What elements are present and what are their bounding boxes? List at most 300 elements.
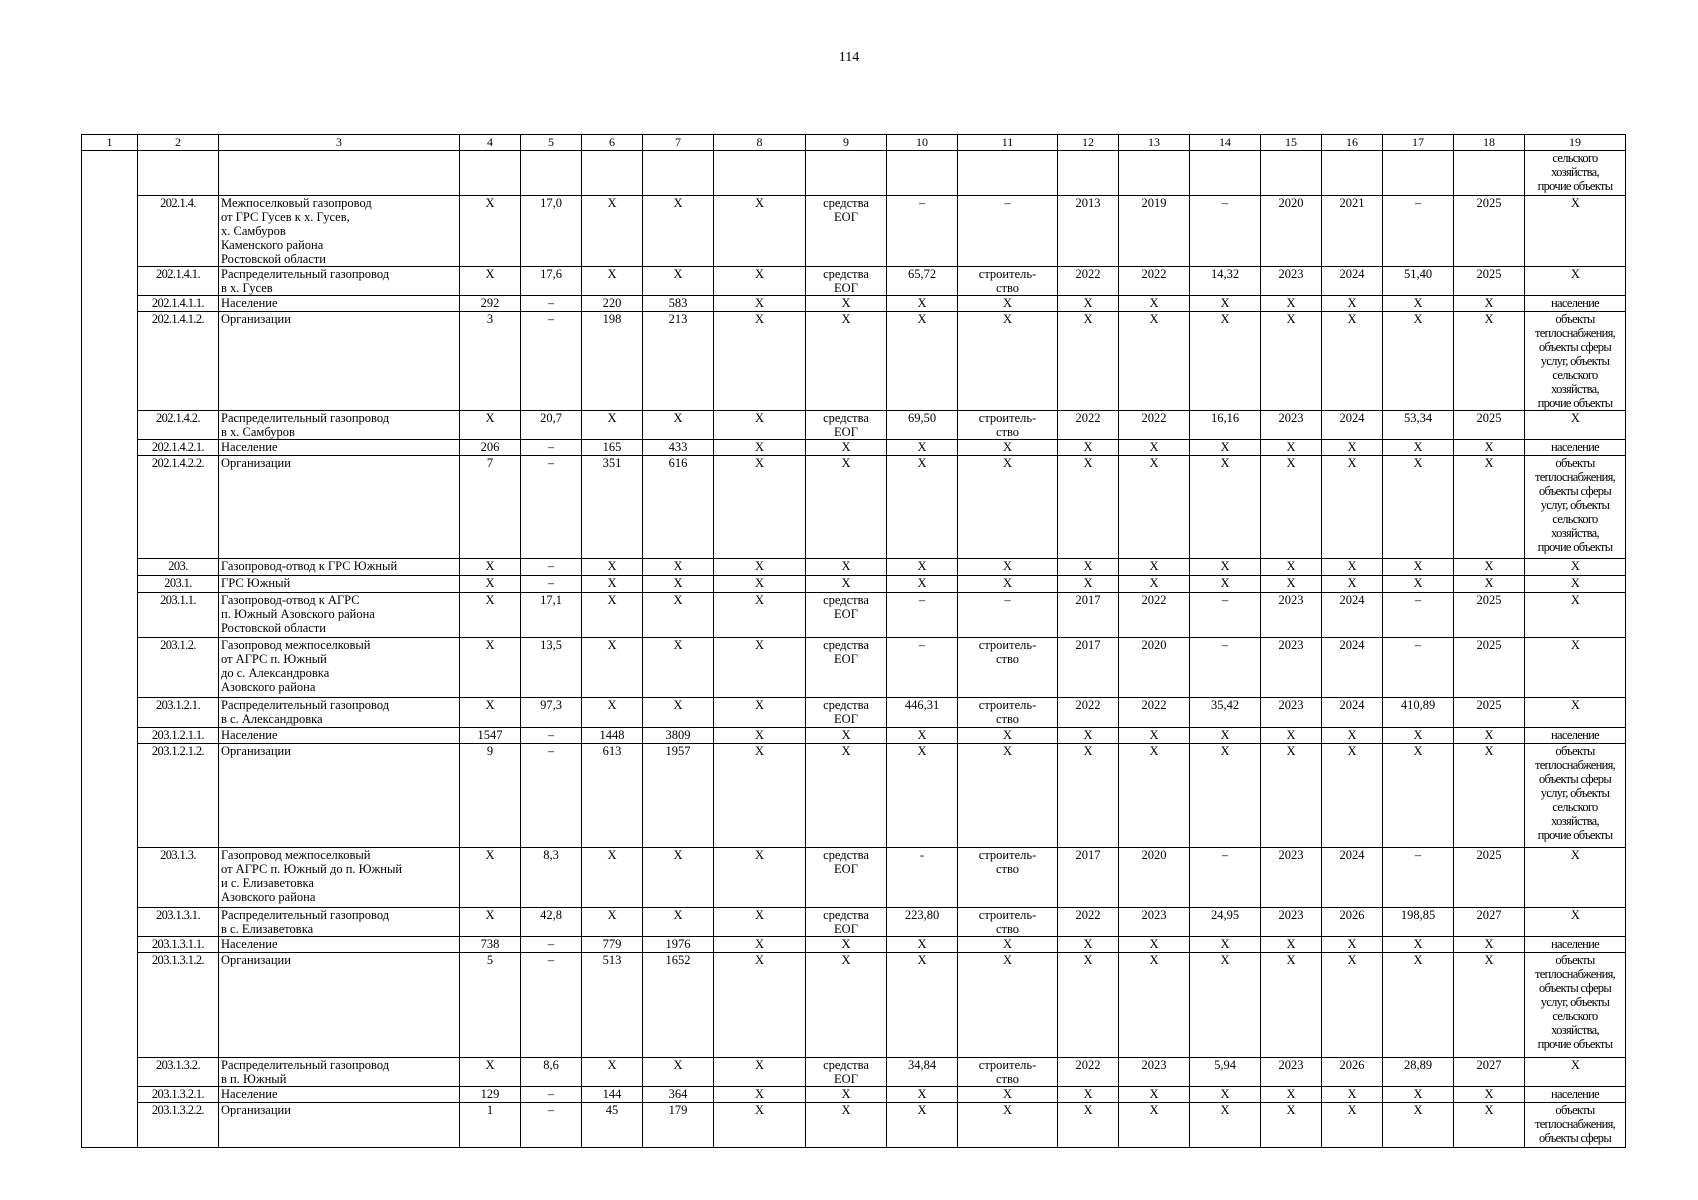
value-cell: Х xyxy=(1058,937,1119,953)
value-cell: Х xyxy=(1383,559,1454,576)
row-name: Организации xyxy=(219,953,460,1058)
value-cell: Х xyxy=(1119,559,1190,576)
value-cell: Х xyxy=(1119,576,1190,593)
value-cell: Х xyxy=(1454,744,1525,848)
value-cell: 2020 xyxy=(1119,848,1190,908)
note-cell: Х xyxy=(1525,196,1626,267)
value-cell: – xyxy=(521,296,582,312)
value-cell: 2023 xyxy=(1261,593,1322,638)
value-cell: 179 xyxy=(643,1103,714,1148)
value-cell: Х xyxy=(887,1087,958,1103)
value-cell: Х xyxy=(958,728,1058,744)
value-cell: 2023 xyxy=(1119,1058,1190,1087)
value-cell: Х xyxy=(714,559,806,576)
value-cell: 2022 xyxy=(1119,267,1190,296)
value-cell: 2027 xyxy=(1454,908,1525,937)
continuation-row xyxy=(82,151,1626,196)
value-cell: Х xyxy=(1190,744,1261,848)
value-cell: Х xyxy=(958,937,1058,953)
row-name: Распределительный газопровод в п. Южный xyxy=(219,1058,460,1087)
note-cell: сельского хозяйства, прочие объекты xyxy=(1525,151,1626,196)
value-cell: Х xyxy=(1322,456,1383,559)
value-cell: Х xyxy=(1058,744,1119,848)
value-cell: Х xyxy=(1058,1087,1119,1103)
value-cell: Х xyxy=(1454,559,1525,576)
header-cell: 5 xyxy=(521,135,582,151)
value-cell: Х xyxy=(1454,312,1525,411)
value-cell: Х xyxy=(958,296,1058,312)
header-cell: 7 xyxy=(643,135,714,151)
value-cell: 16,16 xyxy=(1190,411,1261,440)
value-cell: Х xyxy=(887,559,958,576)
value-cell: 583 xyxy=(643,296,714,312)
value-cell: 1547 xyxy=(460,728,521,744)
note-cell: население xyxy=(1525,1087,1626,1103)
value-cell: Х xyxy=(1454,296,1525,312)
value-cell: Х xyxy=(1261,937,1322,953)
value-cell: 2024 xyxy=(1322,267,1383,296)
value-cell: Х xyxy=(1322,728,1383,744)
value-cell: 2025 xyxy=(1454,848,1525,908)
value-cell: Х xyxy=(1190,937,1261,953)
value-cell: 2025 xyxy=(1454,411,1525,440)
value-cell: Х xyxy=(582,196,643,267)
value-cell: строитель- ство xyxy=(958,411,1058,440)
value-cell: Х xyxy=(1322,312,1383,411)
value-cell: 2025 xyxy=(1454,698,1525,728)
value-cell: Х xyxy=(714,638,806,698)
table-row xyxy=(82,908,1626,937)
value-cell: Х xyxy=(1383,744,1454,848)
value-cell: 779 xyxy=(582,937,643,953)
value-cell: – xyxy=(958,196,1058,267)
value-cell: 3 xyxy=(460,312,521,411)
row-name: Население xyxy=(219,937,460,953)
value-cell: 2022 xyxy=(1119,411,1190,440)
header-cell: 13 xyxy=(1119,135,1190,151)
value-cell: 2022 xyxy=(1119,698,1190,728)
value-cell: Х xyxy=(958,456,1058,559)
value-cell: Х xyxy=(887,312,958,411)
value-cell: 1957 xyxy=(643,744,714,848)
value-cell: Х xyxy=(806,937,887,953)
row-name: Организации xyxy=(219,744,460,848)
header-cell: 3 xyxy=(219,135,460,151)
value-cell: 2022 xyxy=(1058,1058,1119,1087)
value-cell: Х xyxy=(1322,559,1383,576)
value-cell: Х xyxy=(643,196,714,267)
value-cell: 1448 xyxy=(582,728,643,744)
value-cell: Х xyxy=(1261,440,1322,456)
value-cell: 2024 xyxy=(1322,593,1383,638)
note-cell: Х xyxy=(1525,638,1626,698)
value-cell: Х xyxy=(958,576,1058,593)
table-row xyxy=(82,196,1626,267)
value-cell: Х xyxy=(643,267,714,296)
value-cell: Х xyxy=(1190,312,1261,411)
value-cell: Х xyxy=(806,1103,887,1148)
row-code: 202.1.4.1.2. xyxy=(138,312,219,411)
value-cell: Х xyxy=(1058,1103,1119,1148)
header-cell: 9 xyxy=(806,135,887,151)
value-cell: 2022 xyxy=(1058,411,1119,440)
value-cell: 45 xyxy=(582,1103,643,1148)
value-cell: Х xyxy=(958,953,1058,1058)
header-cell: 6 xyxy=(582,135,643,151)
value-cell: Х xyxy=(1261,1087,1322,1103)
value-cell: Х xyxy=(1190,296,1261,312)
value-cell: Х xyxy=(460,638,521,698)
value-cell: – xyxy=(521,440,582,456)
value-cell: 13,5 xyxy=(521,638,582,698)
value-cell: – xyxy=(1190,638,1261,698)
row-code: 203.1.2. xyxy=(138,638,219,698)
value-cell: 144 xyxy=(582,1087,643,1103)
value-cell: средства ЕОГ xyxy=(806,196,887,267)
row-name: Население xyxy=(219,296,460,312)
value-cell: Х xyxy=(1454,937,1525,953)
value-cell: строитель- ство xyxy=(958,848,1058,908)
value-cell: 1 xyxy=(460,1103,521,1148)
note-cell: Х xyxy=(1525,411,1626,440)
value-cell: 2027 xyxy=(1454,1058,1525,1087)
value-cell: Х xyxy=(1190,953,1261,1058)
header-cell: 2 xyxy=(138,135,219,151)
row-code: 203.1.2.1.1. xyxy=(138,728,219,744)
value-cell: Х xyxy=(1322,744,1383,848)
value-cell: Х xyxy=(1058,576,1119,593)
header-cell: 4 xyxy=(460,135,521,151)
value-cell: Х xyxy=(714,744,806,848)
value-cell: строитель- ство xyxy=(958,1058,1058,1087)
value-cell: Х xyxy=(582,908,643,937)
header-cell: 10 xyxy=(887,135,958,151)
row-name: Распределительный газопровод в с. Елизаветовка xyxy=(219,908,460,937)
table-row xyxy=(82,937,1626,953)
value-cell: 65,72 xyxy=(887,267,958,296)
value-cell: Х xyxy=(1058,440,1119,456)
value-cell: Х xyxy=(460,559,521,576)
value-cell: Х xyxy=(887,440,958,456)
value-cell: – xyxy=(521,1087,582,1103)
value-cell: Х xyxy=(1190,728,1261,744)
value-cell: средства ЕОГ xyxy=(806,1058,887,1087)
value-cell: Х xyxy=(1119,953,1190,1058)
value-cell: 28,89 xyxy=(1383,1058,1454,1087)
value-cell: 513 xyxy=(582,953,643,1058)
value-cell: Х xyxy=(714,1058,806,1087)
value-cell: Х xyxy=(460,196,521,267)
page-number: 114 xyxy=(838,50,860,65)
row-code: 203. xyxy=(138,559,219,576)
value-cell: 2025 xyxy=(1454,638,1525,698)
value-cell: 1652 xyxy=(643,953,714,1058)
value-cell: средства ЕОГ xyxy=(806,638,887,698)
row-code: 203.1.3.1. xyxy=(138,908,219,937)
value-cell: Х xyxy=(714,267,806,296)
value-cell: 2020 xyxy=(1119,638,1190,698)
value-cell: 2023 xyxy=(1261,267,1322,296)
value-cell: 2024 xyxy=(1322,411,1383,440)
note-cell: Х xyxy=(1525,576,1626,593)
value-cell: Х xyxy=(582,267,643,296)
note-cell: объекты теплоснабжения, объекты сферы услуг, объекты сельского хозяйства, прочие объекты xyxy=(1525,953,1626,1058)
value-cell: Х xyxy=(1261,576,1322,593)
value-cell: Х xyxy=(1454,953,1525,1058)
value-cell: Х xyxy=(714,196,806,267)
value-cell: Х xyxy=(582,1058,643,1087)
value-cell: Х xyxy=(643,638,714,698)
value-cell: Х xyxy=(1383,937,1454,953)
value-cell: Х xyxy=(460,698,521,728)
value-cell: Х xyxy=(887,296,958,312)
row-code: 203.1.3.1.2. xyxy=(138,953,219,1058)
table-row xyxy=(82,728,1626,744)
note-cell: Х xyxy=(1525,698,1626,728)
value-cell: Х xyxy=(806,744,887,848)
value-cell: Х xyxy=(1454,1087,1525,1103)
value-cell: Х xyxy=(582,559,643,576)
value-cell: 2023 xyxy=(1261,908,1322,937)
value-cell: Х xyxy=(1322,1087,1383,1103)
header-cell: 17 xyxy=(1383,135,1454,151)
value-cell: Х xyxy=(582,576,643,593)
value-cell: 2013 xyxy=(1058,196,1119,267)
value-cell: 351 xyxy=(582,456,643,559)
value-cell: 2020 xyxy=(1261,196,1322,267)
value-cell: Х xyxy=(643,576,714,593)
value-cell: 165 xyxy=(582,440,643,456)
row-code: 202.1.4.2. xyxy=(138,411,219,440)
value-cell: – xyxy=(1383,593,1454,638)
row-code: 203.1.3. xyxy=(138,848,219,908)
row-code: 202.1.4.1.1. xyxy=(138,296,219,312)
value-cell: строитель- ство xyxy=(958,908,1058,937)
value-cell: Х xyxy=(1058,953,1119,1058)
value-cell: 2022 xyxy=(1058,698,1119,728)
value-cell: Х xyxy=(714,440,806,456)
row-code: 202.1.4.2.2. xyxy=(138,456,219,559)
value-cell: 2024 xyxy=(1322,698,1383,728)
row-code: 202.1.4.2.1. xyxy=(138,440,219,456)
value-cell: Х xyxy=(1058,312,1119,411)
value-cell: 5 xyxy=(460,953,521,1058)
value-cell: 14,32 xyxy=(1190,267,1261,296)
value-cell: Х xyxy=(1119,1087,1190,1103)
value-cell: 2023 xyxy=(1261,411,1322,440)
value-cell: Х xyxy=(582,848,643,908)
row-name: Организации xyxy=(219,312,460,411)
value-cell: 410,89 xyxy=(1383,698,1454,728)
value-cell: Х xyxy=(714,848,806,908)
value-cell: Х xyxy=(643,698,714,728)
value-cell: – xyxy=(1383,196,1454,267)
value-cell: Х xyxy=(714,698,806,728)
value-cell: 35,42 xyxy=(1190,698,1261,728)
value-cell: Х xyxy=(460,411,521,440)
value-cell: Х xyxy=(887,937,958,953)
value-cell: Х xyxy=(1119,440,1190,456)
row-name: Газопровод-отвод к ГРС Южный xyxy=(219,559,460,576)
header-cell: 14 xyxy=(1190,135,1261,151)
value-cell: – xyxy=(521,312,582,411)
row-code: 203.1.3.2.1. xyxy=(138,1087,219,1103)
value-cell: Х xyxy=(958,440,1058,456)
table-body xyxy=(82,135,1626,1148)
value-cell: 2025 xyxy=(1454,593,1525,638)
note-cell: Х xyxy=(1525,848,1626,908)
value-cell: Х xyxy=(806,953,887,1058)
note-cell: Х xyxy=(1525,593,1626,638)
header-cell: 15 xyxy=(1261,135,1322,151)
value-cell: Х xyxy=(460,908,521,937)
value-cell: 1976 xyxy=(643,937,714,953)
value-cell: 17,6 xyxy=(521,267,582,296)
note-cell: Х xyxy=(1525,559,1626,576)
value-cell: 292 xyxy=(460,296,521,312)
value-cell: Х xyxy=(806,1087,887,1103)
value-cell: 2017 xyxy=(1058,638,1119,698)
table-row xyxy=(82,638,1626,698)
value-cell: – xyxy=(521,953,582,1058)
table-row xyxy=(82,576,1626,593)
value-cell: 53,34 xyxy=(1383,411,1454,440)
value-cell: Х xyxy=(1190,559,1261,576)
value-cell: 433 xyxy=(643,440,714,456)
value-cell: Х xyxy=(1454,440,1525,456)
value-cell: строитель- ство xyxy=(958,698,1058,728)
value-cell: Х xyxy=(1454,576,1525,593)
value-cell: Х xyxy=(1261,312,1322,411)
row-name: Население xyxy=(219,728,460,744)
value-cell: Х xyxy=(1119,728,1190,744)
value-cell: Х xyxy=(714,1103,806,1148)
row-code: 203.1.3.1.1. xyxy=(138,937,219,953)
value-cell: Х xyxy=(460,576,521,593)
value-cell: 213 xyxy=(643,312,714,411)
value-cell: Х xyxy=(1322,576,1383,593)
value-cell: 2019 xyxy=(1119,196,1190,267)
row-name: Организации xyxy=(219,456,460,559)
value-cell: Х xyxy=(1190,576,1261,593)
value-cell: Х xyxy=(582,638,643,698)
value-cell: 2017 xyxy=(1058,848,1119,908)
value-cell: 9 xyxy=(460,744,521,848)
value-cell: 7 xyxy=(460,456,521,559)
value-cell: Х xyxy=(1058,559,1119,576)
value-cell: Х xyxy=(714,456,806,559)
value-cell: средства ЕОГ xyxy=(806,593,887,638)
note-cell: население xyxy=(1525,728,1626,744)
value-cell: средства ЕОГ xyxy=(806,698,887,728)
value-cell: Х xyxy=(1261,728,1322,744)
value-cell: Х xyxy=(1261,744,1322,848)
value-cell: Х xyxy=(958,744,1058,848)
value-cell: 2023 xyxy=(1261,698,1322,728)
value-cell: Х xyxy=(1190,1087,1261,1103)
value-cell: – xyxy=(521,744,582,848)
row-name: Газопровод межпоселковый от АГРС п. Южный до п. Южный и с. Елизаветовка Азовского района xyxy=(219,848,460,908)
row-name: Распределительный газопровод в х. Самбуров xyxy=(219,411,460,440)
value-cell: Х xyxy=(887,728,958,744)
value-cell: Х xyxy=(1119,296,1190,312)
note-cell: население xyxy=(1525,937,1626,953)
value-cell: 616 xyxy=(643,456,714,559)
value-cell: – xyxy=(521,576,582,593)
note-cell: объекты теплоснабжения, объекты сферы услуг, объекты сельского хозяйства, прочие объекты xyxy=(1525,744,1626,848)
value-cell: Х xyxy=(1261,456,1322,559)
table-row xyxy=(82,296,1626,312)
row-name: ГРС Южный xyxy=(219,576,460,593)
value-cell: 51,40 xyxy=(1383,267,1454,296)
value-cell: 364 xyxy=(643,1087,714,1103)
value-cell: Х xyxy=(714,312,806,411)
row-name: Организации xyxy=(219,1103,460,1148)
value-cell: Х xyxy=(806,312,887,411)
value-cell: Х xyxy=(714,953,806,1058)
row-code: 203.1.1. xyxy=(138,593,219,638)
value-cell: – xyxy=(887,638,958,698)
value-cell: 8,6 xyxy=(521,1058,582,1087)
value-cell: – xyxy=(1190,848,1261,908)
value-cell: Х xyxy=(1322,1103,1383,1148)
value-cell: 2021 xyxy=(1322,196,1383,267)
value-cell: Х xyxy=(1119,456,1190,559)
value-cell: Х xyxy=(643,411,714,440)
note-cell: Х xyxy=(1525,267,1626,296)
value-cell: Х xyxy=(1119,1103,1190,1148)
value-cell: Х xyxy=(643,593,714,638)
value-cell: Х xyxy=(1119,312,1190,411)
value-cell: Х xyxy=(887,1103,958,1148)
value-cell: – xyxy=(1383,848,1454,908)
value-cell: 2025 xyxy=(1454,196,1525,267)
table-row xyxy=(82,744,1626,848)
value-cell: 2026 xyxy=(1322,908,1383,937)
value-cell: Х xyxy=(1119,744,1190,848)
value-cell: Х xyxy=(887,744,958,848)
note-cell: Х xyxy=(1525,1058,1626,1087)
value-cell: Х xyxy=(1322,953,1383,1058)
row-name: Межпоселковый газопровод от ГРС Гусев к х. Гусев, х. Самбуров Каменского района Ростовской области xyxy=(219,196,460,267)
value-cell: Х xyxy=(714,411,806,440)
value-cell: Х xyxy=(1322,937,1383,953)
row-code: 203.1.3.2. xyxy=(138,1058,219,1087)
note-cell: объекты теплоснабжения, объекты сферы xyxy=(1525,1103,1626,1148)
value-cell: Х xyxy=(1383,728,1454,744)
note-cell: объекты теплоснабжения, объекты сферы услуг, объекты сельского хозяйства, прочие объекты xyxy=(1525,456,1626,559)
header-cell: 19 xyxy=(1525,135,1626,151)
value-cell: – xyxy=(1190,196,1261,267)
table-row xyxy=(82,312,1626,411)
table-row xyxy=(82,267,1626,296)
value-cell: Х xyxy=(460,1058,521,1087)
value-cell: средства ЕОГ xyxy=(806,267,887,296)
note-cell: Х xyxy=(1525,908,1626,937)
value-cell: Х xyxy=(714,296,806,312)
value-cell: – xyxy=(521,728,582,744)
value-cell: Х xyxy=(1383,953,1454,1058)
value-cell: – xyxy=(958,593,1058,638)
table-row xyxy=(82,1058,1626,1087)
value-cell: 34,84 xyxy=(887,1058,958,1087)
table-row xyxy=(82,440,1626,456)
note-cell: население xyxy=(1525,440,1626,456)
value-cell: 2022 xyxy=(1058,908,1119,937)
value-cell: 20,7 xyxy=(521,411,582,440)
value-cell: 198 xyxy=(582,312,643,411)
table-row xyxy=(82,848,1626,908)
